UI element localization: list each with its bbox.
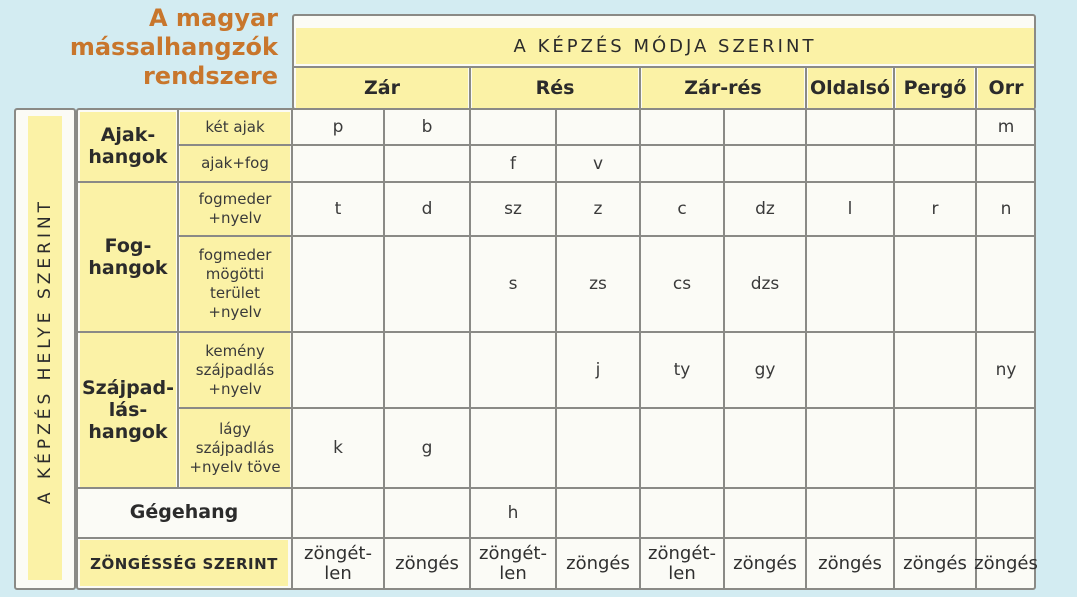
consonant-cell <box>894 488 976 538</box>
manner-header: A KÉPZÉS MÓDJA SZERINT <box>296 28 1034 64</box>
subplace-fogmeder-mogotti: fogmeder mögötti terület +nyelv <box>198 246 272 321</box>
voicing-cell: zöngés <box>566 553 630 574</box>
consonant-cell: v <box>592 153 604 174</box>
consonant-cell: gy <box>754 360 776 380</box>
consonant-cell <box>292 236 384 332</box>
consonant-cell <box>894 236 976 332</box>
subplace-fogmeder: fogmeder +nyelv <box>198 190 272 227</box>
consonant-cell <box>640 488 724 538</box>
consonant-cell: p <box>332 116 344 137</box>
voicing-cell: zöngét- len <box>479 543 547 584</box>
consonant-cell: sz <box>504 199 522 219</box>
consonant-cell <box>976 236 1036 332</box>
voicing-cell: zöngés <box>818 553 882 574</box>
consonant-cell <box>724 488 806 538</box>
consonant-cell <box>384 488 470 538</box>
consonant-cell: dz <box>755 199 775 219</box>
voicing-cell: zöngét- len <box>648 543 716 584</box>
consonant-cell <box>384 145 470 182</box>
subplace-lagy-szajpadlas: lágy szájpadlás +nyelv töve <box>189 419 281 476</box>
consonant-cell <box>806 332 894 408</box>
voicing-cell: zöngét- len <box>304 543 372 584</box>
consonant-cell: l <box>847 199 853 219</box>
manner-res: Rés <box>472 68 638 108</box>
consonant-cell: d <box>421 199 433 219</box>
consonant-cell <box>384 236 470 332</box>
consonant-cell: t <box>334 199 342 219</box>
consonant-cell <box>724 145 806 182</box>
consonant-cell: m <box>997 116 1015 137</box>
consonant-cell: dzs <box>750 274 780 294</box>
manner-zar-res: Zár-rés <box>642 68 804 108</box>
consonant-cell <box>640 108 724 145</box>
manner-pergo: Pergő <box>896 68 974 108</box>
voicing-cell: zöngés <box>395 553 459 574</box>
consonant-cell <box>292 332 384 408</box>
group-szajpadlas: Szájpad- lás- hangok <box>82 377 174 443</box>
consonant-cell <box>976 488 1036 538</box>
consonant-cell: ny <box>995 360 1017 380</box>
consonant-cell: z <box>593 199 603 219</box>
subplace-ajak-fog: ajak+fog <box>201 154 269 172</box>
consonant-cell <box>640 145 724 182</box>
subplace-kemeny-szajpadlas: kemény szájpadlás +nyelv <box>195 341 275 398</box>
consonant-cell <box>292 488 384 538</box>
consonant-cell <box>292 145 384 182</box>
consonant-cell: c <box>677 199 687 219</box>
consonant-cell <box>806 488 894 538</box>
consonant-cell <box>724 108 806 145</box>
subplace-ket-ajak: két ajak <box>205 118 265 136</box>
voicing-cell: zöngés <box>903 553 967 574</box>
consonant-cell <box>640 408 724 488</box>
consonant-cell <box>806 108 894 145</box>
consonant-cell <box>806 145 894 182</box>
manner-zar: Zár <box>296 68 468 108</box>
consonant-cell: n <box>1000 199 1012 219</box>
consonant-cell <box>384 332 470 408</box>
voicing-header: ZÖNGÉSSÉG SZERINT <box>90 555 278 573</box>
consonant-cell <box>894 332 976 408</box>
consonant-cell: zs <box>589 274 607 294</box>
consonant-cell: cs <box>672 274 692 294</box>
page-title: A magyar mássalhangzók rendszere <box>69 4 278 90</box>
consonant-cell <box>470 108 556 145</box>
consonant-cell: ty <box>673 360 691 380</box>
consonant-cell: j <box>595 360 601 380</box>
consonant-cell <box>806 236 894 332</box>
consonant-cell <box>724 408 806 488</box>
consonant-cell <box>470 332 556 408</box>
consonant-cell <box>894 408 976 488</box>
consonant-cell: h <box>507 503 519 523</box>
consonant-cell <box>976 145 1036 182</box>
consonant-cell: g <box>421 438 433 458</box>
consonant-cell <box>894 145 976 182</box>
consonant-cell <box>976 408 1036 488</box>
consonant-cell: b <box>421 116 433 137</box>
consonant-cell <box>556 488 640 538</box>
consonant-cell <box>806 408 894 488</box>
consonant-cell: s <box>508 274 518 294</box>
voicing-cell: zöngés <box>974 553 1038 574</box>
group-fog: Fog- hangok <box>88 235 168 279</box>
group-gegehang: Gégehang <box>129 501 239 523</box>
place-header: A KÉPZÉS HELYE SZERINT <box>35 197 56 505</box>
consonant-cell: r <box>931 199 939 219</box>
consonant-cell <box>556 408 640 488</box>
consonant-cell <box>470 408 556 488</box>
group-ajak: Ajak- hangok <box>88 124 168 168</box>
consonant-cell: f <box>510 153 516 174</box>
consonant-cell <box>894 108 976 145</box>
manner-oldalso: Oldalsó <box>808 68 892 108</box>
manner-orr: Orr <box>978 68 1034 108</box>
consonant-cell: k <box>333 438 343 458</box>
voicing-cell: zöngés <box>733 553 797 574</box>
consonant-cell <box>556 108 640 145</box>
